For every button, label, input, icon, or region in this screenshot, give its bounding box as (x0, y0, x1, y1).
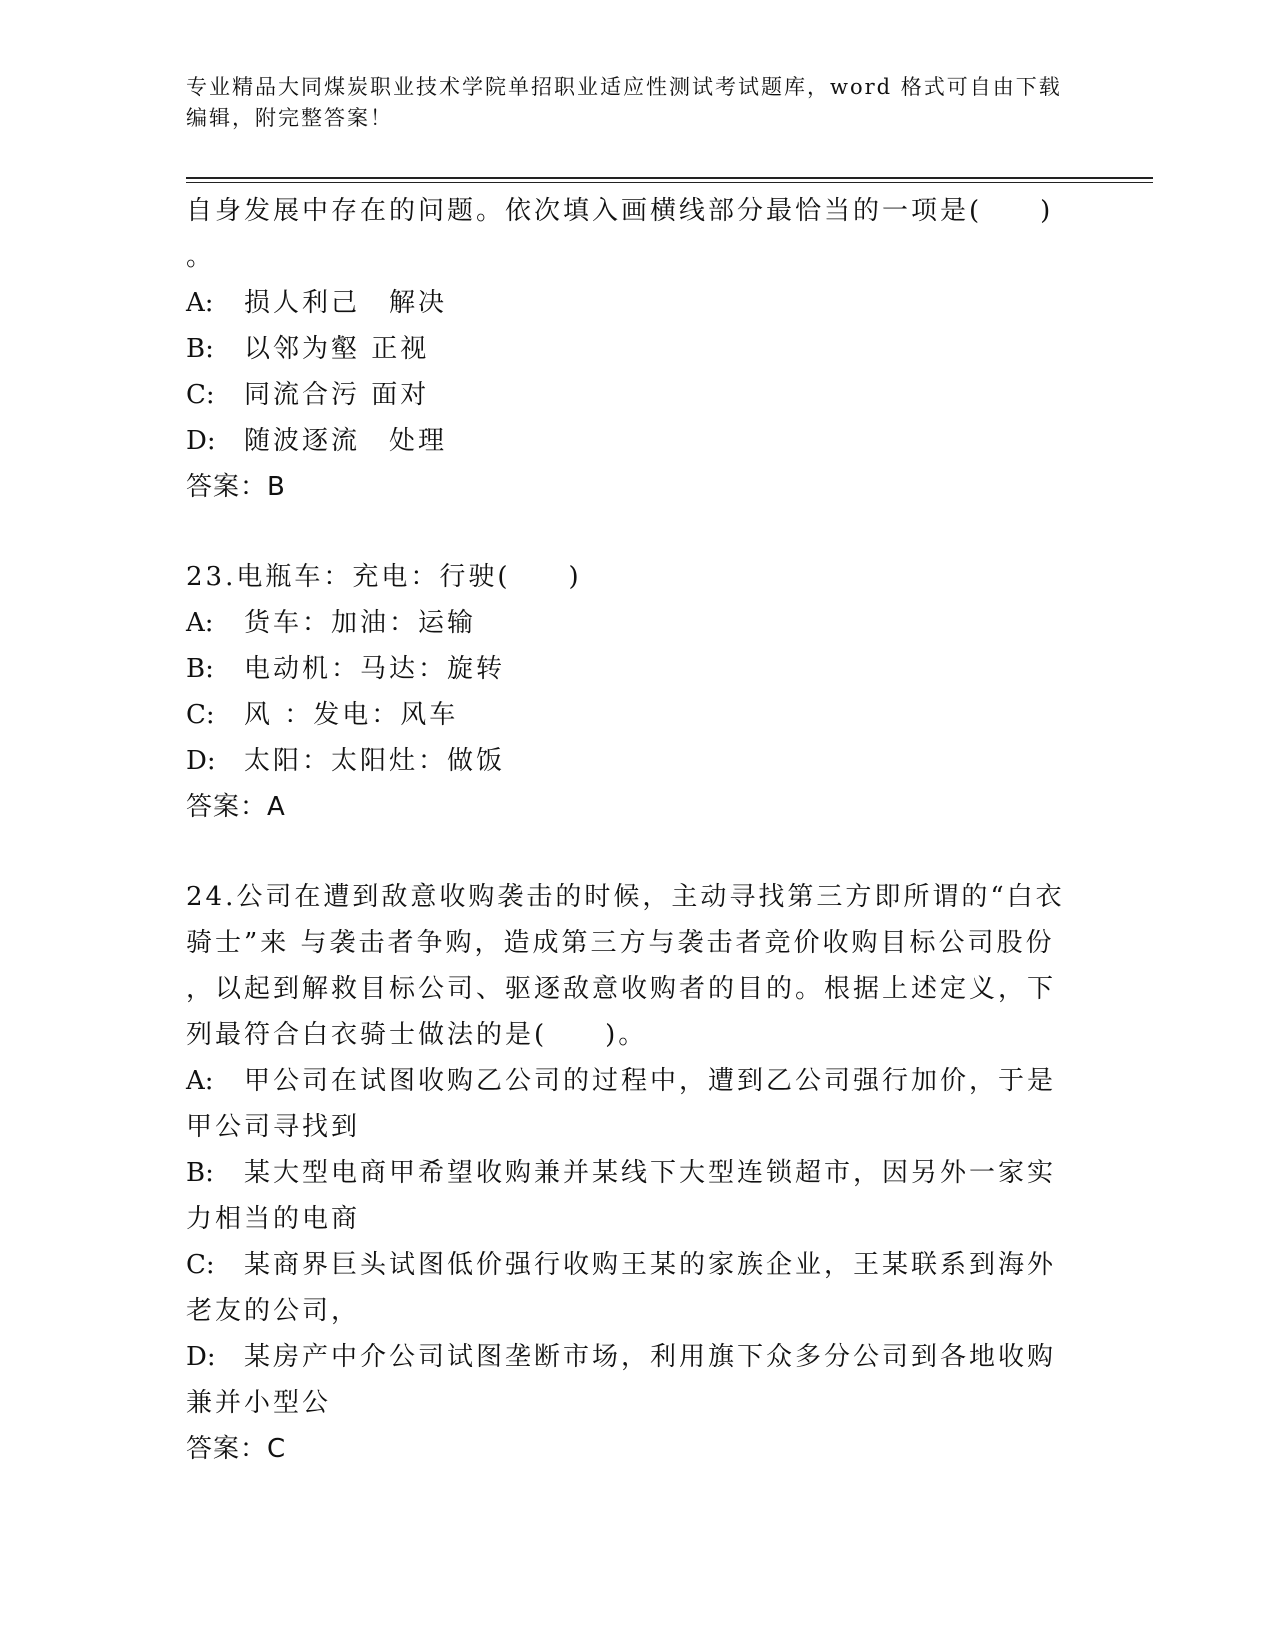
option-letter: D: (186, 1342, 216, 1372)
option-c-continued: 老友的公司， (186, 1296, 361, 1326)
option-letter: B: (186, 654, 214, 684)
option-text: 以邻为壑 正视 (244, 334, 430, 364)
page-header: 专业精品大同煤炭职业技术学院单招职业适应性测试考试题库，word 格式可自由下载编辑，附完整答案！ (186, 75, 1062, 130)
question-23 (186, 554, 1086, 830)
option-letter: C: (186, 1250, 215, 1280)
option-letter: B: (186, 334, 214, 364)
option-d (186, 418, 1086, 464)
option-text: 随波逐流 处理 (244, 426, 448, 456)
option-text: 某房产中介公司试图垄断市场，利用旗下众多分公司到各地收购 (244, 1342, 1057, 1372)
option-c (186, 692, 1086, 738)
question-stem: 23.电瓶车：充电：行驶( ) (186, 562, 582, 592)
option-letter: B: (186, 1158, 214, 1188)
document-body (186, 188, 1086, 1472)
question-stem-line: ，以起到解救目标公司、驱逐敌意收购者的目的。根据上述定义，下 (186, 974, 1057, 1004)
option-text: 某商界巨头试图低价强行收购王某的家族企业，王某联系到海外 (244, 1250, 1057, 1280)
option-text: 风 ：发电：风车 (244, 700, 459, 730)
option-letter: A: (186, 608, 214, 638)
question-stem-line: 骑士”来 与袭击者争购，造成第三方与袭击者竞价收购目标公司股份 (186, 928, 1055, 958)
option-c (186, 372, 1086, 418)
spacer (186, 510, 1086, 554)
option-text: 某大型电商甲希望收购兼并某线下大型连锁超市，因另外一家实 (244, 1158, 1057, 1188)
question-22 (186, 188, 1086, 510)
option-letter: C: (186, 700, 215, 730)
answer: 答案：A (186, 792, 286, 822)
option-d-continued: 兼并小型公 (186, 1388, 332, 1418)
question-stem: 自身发展中存在的问题。依次填入画横线部分最恰当的一项是( ) (186, 196, 1054, 226)
option-a (186, 280, 1086, 326)
option-a (186, 600, 1086, 646)
option-letter: A: (186, 288, 214, 318)
option-b (186, 646, 1086, 692)
header-rule-thick (186, 177, 1153, 179)
option-letter: D: (186, 746, 216, 776)
option-b-continued: 力相当的电商 (186, 1204, 361, 1234)
option-d (186, 1334, 1086, 1380)
answer: 答案：B (186, 472, 286, 502)
option-letter: A: (186, 1066, 214, 1096)
option-text: 损人利己 解决 (244, 288, 448, 318)
option-letter: C: (186, 380, 215, 410)
question-24 (186, 874, 1086, 1472)
option-text: 太阳：太阳灶：做饭 (244, 746, 506, 776)
option-d (186, 738, 1086, 784)
option-c (186, 1242, 1086, 1288)
option-b (186, 1150, 1086, 1196)
option-b (186, 326, 1086, 372)
question-stem-line: 列最符合白衣骑士做法的是( )。 (186, 1020, 648, 1050)
spacer (186, 830, 1086, 874)
question-stem-end: 。 (186, 242, 216, 272)
option-a-continued: 甲公司寻找到 (186, 1112, 361, 1142)
header-rule-thin (186, 182, 1153, 183)
question-stem-line: 24.公司在遭到敌意收购袭击的时候，主动寻找第三方即所谓的“白衣 (186, 882, 1065, 912)
option-text: 电动机：马达：旋转 (244, 654, 506, 684)
option-text: 甲公司在试图收购乙公司的过程中，遭到乙公司强行加价，于是 (244, 1066, 1057, 1096)
answer: 答案：C (186, 1434, 287, 1464)
option-text: 货车：加油：运输 (244, 608, 477, 638)
option-letter: D: (186, 426, 216, 456)
option-a (186, 1058, 1086, 1104)
option-text: 同流合污 面对 (244, 380, 430, 410)
